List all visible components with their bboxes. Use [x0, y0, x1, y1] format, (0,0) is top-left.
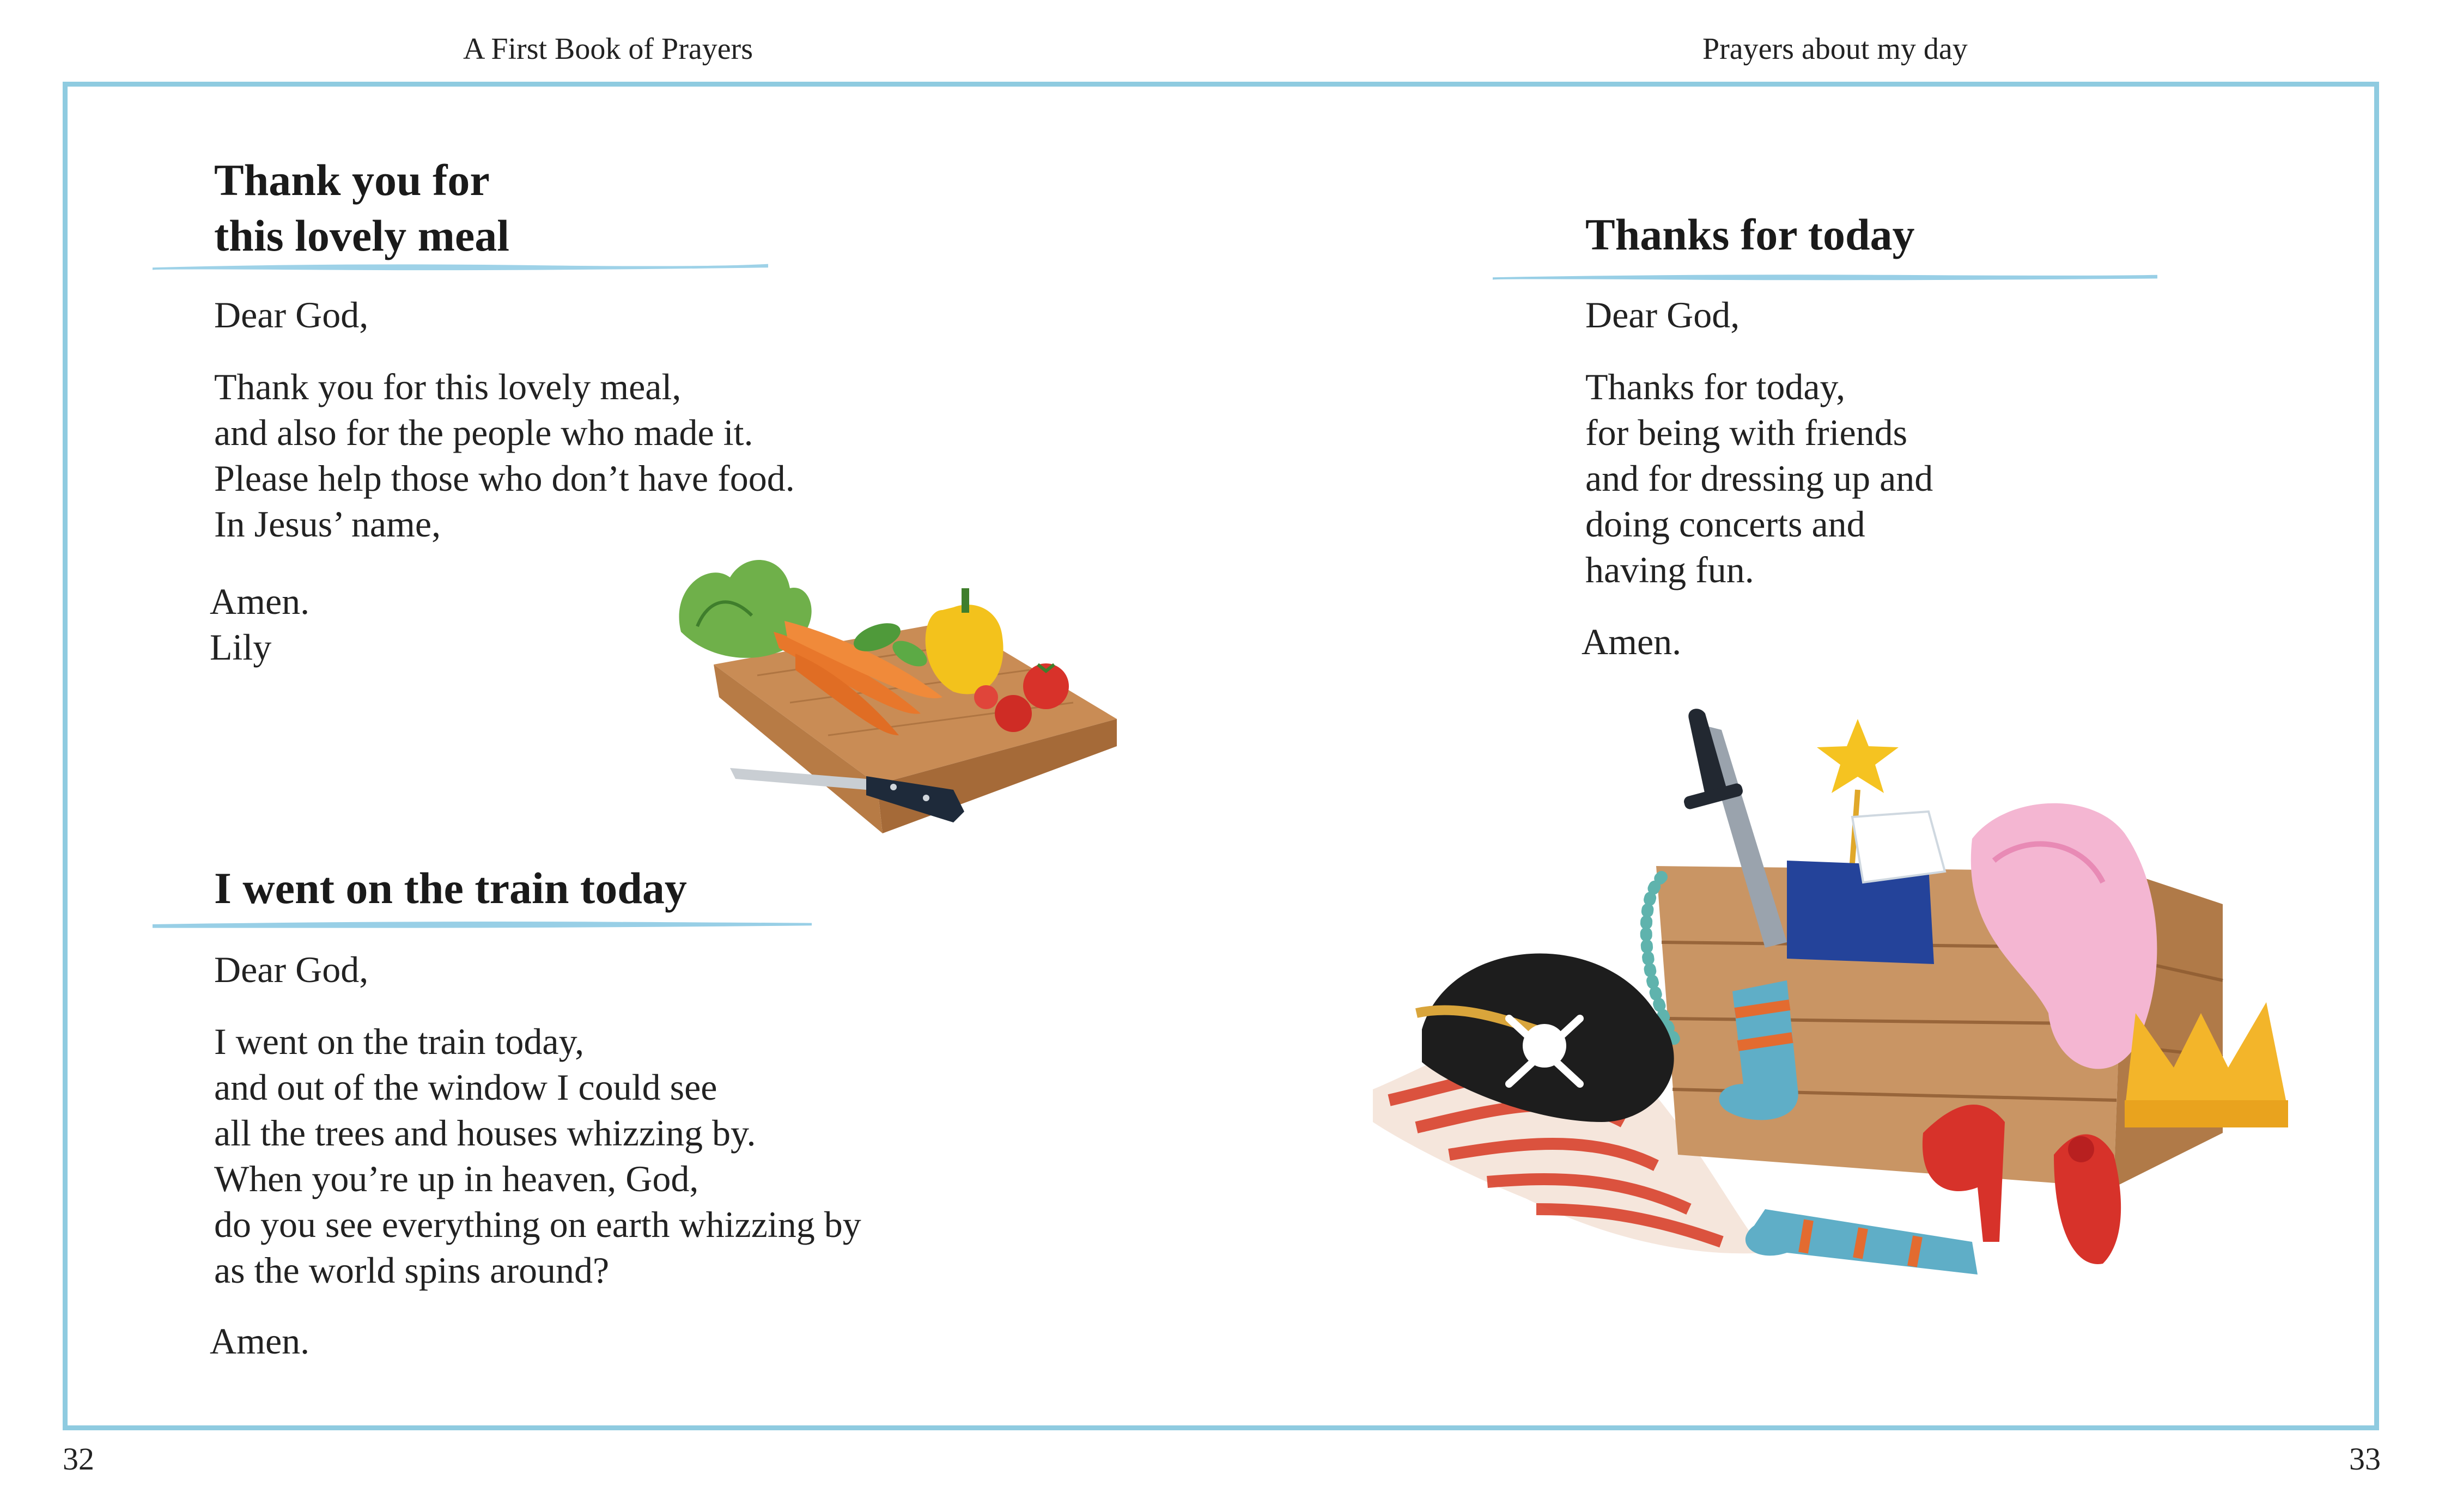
poem-title-meal: Thank you for this lovely meal	[214, 155, 510, 260]
poem-closing: Amen.	[1582, 621, 1682, 662]
poem-greeting: Dear God,	[214, 294, 369, 336]
page-number-right: 33	[2349, 1441, 2381, 1477]
title-underline-stroke	[153, 918, 812, 930]
dress-up-box-illustration	[1373, 708, 2321, 1367]
poem-closing: Amen.	[210, 1320, 310, 1362]
running-head-left: A First Book of Prayers	[463, 32, 753, 66]
poem-title-train: I went on the train today	[214, 863, 687, 913]
cutting-board-vegetables-illustration	[648, 539, 1128, 844]
poem-body: I went on the train today, and out of the window I could see all the trees and houses whizzing by. When you’re up in heaven, God, do you see everything on earth whizzing by as the world spins around?	[214, 1021, 861, 1291]
page-number-left: 32	[63, 1441, 94, 1477]
poem-body: Thanks for today, for being with friends and for dressing up and doing concerts and having fun.	[1585, 366, 1933, 590]
poem-greeting: Dear God,	[1585, 294, 1740, 336]
poem-greeting: Dear God,	[214, 949, 369, 990]
running-head-right: Prayers about my day	[1702, 32, 1968, 66]
title-underline-stroke	[153, 260, 768, 272]
poem-title-today: Thanks for today	[1585, 210, 1915, 259]
poem-body: Thank you for this lovely meal, and also for the people who made it. Please help those who don’t have food. In Jesus’ name,	[214, 366, 795, 545]
poem-closing: Amen. Lily	[210, 581, 310, 668]
title-underline-stroke	[1493, 270, 2157, 282]
